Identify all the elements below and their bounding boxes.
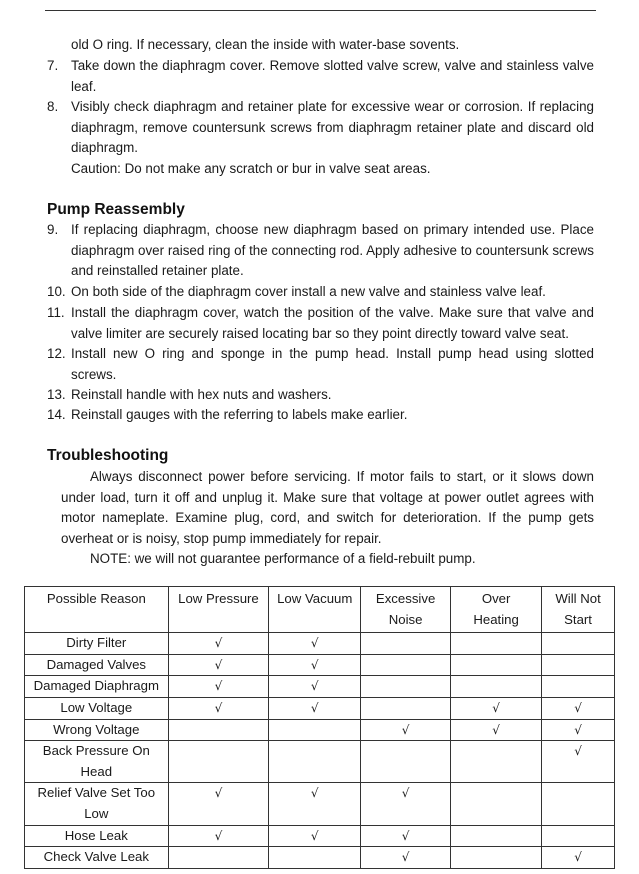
- continuation-text: old O ring. If necessary, clean the inside with water-base sovents.: [71, 37, 460, 52]
- check-mark-icon: √: [310, 657, 319, 672]
- check-cell: [361, 847, 451, 869]
- step-number: 12.: [47, 346, 66, 361]
- troubleshooting-paragraph: Always disconnect power before servicing. If motor fails to start, or it slows down under load, turn it off and unplug it. Make sure that voltage at power outlet agrees with motor nameplate. Examine plug, cord, and switch for deterioration. If the pump gets overheat or is noisy, stop pump immediately for repair.: [61, 469, 594, 546]
- step-number: 7.: [47, 58, 59, 73]
- step-text: Reinstall handle with hex nuts and washers.: [71, 387, 332, 402]
- reason-cell: Wrong Voltage: [25, 719, 169, 741]
- table-row: [25, 676, 615, 698]
- check-cell: [168, 741, 269, 783]
- section-heading-reassembly: Pump Reassembly: [47, 201, 185, 218]
- check-mark-icon: √: [574, 722, 582, 737]
- table-row: [25, 719, 615, 741]
- check-cell: [542, 676, 615, 698]
- check-cell: [269, 697, 361, 719]
- check-mark-icon: √: [310, 786, 319, 801]
- column-header: Over Heating: [451, 587, 542, 633]
- reason-cell: Damaged Valves: [25, 654, 169, 676]
- table-row: [25, 654, 615, 676]
- reason-cell: Low Voltage: [25, 697, 169, 719]
- check-cell: [168, 676, 269, 698]
- check-cell: [168, 847, 269, 869]
- check-mark-icon: √: [310, 700, 319, 715]
- check-mark-icon: √: [310, 828, 319, 843]
- column-header: Will Not Start: [542, 587, 615, 633]
- table-row: [25, 825, 615, 847]
- step-number: 13.: [47, 387, 66, 402]
- troubleshooting-table: [24, 586, 615, 869]
- check-cell: [269, 719, 361, 741]
- check-mark-icon: √: [492, 722, 500, 737]
- check-cell: [451, 783, 542, 825]
- check-mark-icon: √: [310, 679, 319, 694]
- step-text: On both side of the diaphragm cover install a new valve and stainless valve leaf.: [71, 284, 546, 299]
- check-cell: [361, 719, 451, 741]
- check-cell: [361, 697, 451, 719]
- check-mark-icon: √: [401, 850, 410, 865]
- check-mark-icon: √: [214, 679, 223, 694]
- check-cell: [361, 741, 451, 783]
- table-row: [25, 783, 615, 825]
- check-cell: [361, 633, 451, 655]
- check-cell: [168, 783, 269, 825]
- step-text: Install the diaphragm cover, watch the position of the valve. Make sure that valve and valve limiter are securely raised locating bar so they point directly toward valve seat.: [71, 305, 594, 341]
- check-cell: [269, 825, 361, 847]
- step-number: 9.: [47, 222, 59, 237]
- check-mark-icon: √: [574, 700, 582, 715]
- check-cell: [168, 825, 269, 847]
- step-text: If replacing diaphragm, choose new diaphragm based on primary intended use. Place diaphragm over raised ring of the connecting rod. Apply adhesive to countersunk screws and reinstalled retainer plate.: [71, 222, 594, 279]
- caution-text: Caution: Do not make any scratch or bur in valve seat areas.: [71, 161, 431, 176]
- check-cell: [269, 676, 361, 698]
- check-cell: [542, 654, 615, 676]
- check-mark-icon: √: [310, 636, 319, 651]
- reason-cell: Check Valve Leak: [25, 847, 169, 869]
- check-cell: [361, 676, 451, 698]
- check-cell: [451, 719, 542, 741]
- table-header-row: [25, 587, 615, 633]
- check-cell: [542, 719, 615, 741]
- check-cell: [361, 654, 451, 676]
- check-cell: [542, 783, 615, 825]
- check-cell: [269, 654, 361, 676]
- check-mark-icon: √: [214, 828, 223, 843]
- check-cell: [451, 741, 542, 783]
- check-cell: [542, 741, 615, 783]
- check-cell: [168, 719, 269, 741]
- column-header: Low Pressure: [168, 587, 269, 633]
- step-text: Take down the diaphragm cover. Remove slotted valve screw, valve and stainless valve leaf.: [71, 58, 594, 94]
- check-mark-icon: √: [492, 700, 500, 715]
- check-mark-icon: √: [214, 700, 223, 715]
- check-cell: [269, 741, 361, 783]
- check-mark-icon: √: [214, 636, 223, 651]
- check-mark-icon: √: [214, 786, 223, 801]
- column-header: Low Vacuum: [269, 587, 361, 633]
- table-row: [25, 697, 615, 719]
- check-cell: [451, 697, 542, 719]
- check-cell: [451, 676, 542, 698]
- step-number: 10.: [47, 284, 66, 299]
- check-cell: [168, 654, 269, 676]
- table-row: [25, 633, 615, 655]
- check-cell: [542, 697, 615, 719]
- check-cell: [451, 825, 542, 847]
- check-cell: [269, 847, 361, 869]
- step-number: 14.: [47, 407, 66, 422]
- step-text: Visibly check diaphragm and retainer plate for excessive wear or corrosion. If replacing diaphragm, remove countersunk screws from diaphragm retainer plate and discard old diaphragm.: [71, 99, 594, 156]
- check-cell: [361, 783, 451, 825]
- note-text: NOTE: we will not guarantee performance of a field-rebuilt pump.: [90, 551, 476, 566]
- table-body: [25, 633, 615, 869]
- check-cell: [451, 847, 542, 869]
- section-heading-troubleshooting: Troubleshooting: [47, 447, 169, 464]
- reason-cell: Hose Leak: [25, 825, 169, 847]
- reason-cell: Dirty Filter: [25, 633, 169, 655]
- step-number: 11.: [47, 305, 65, 320]
- check-mark-icon: √: [401, 828, 410, 843]
- column-header: Excessive Noise: [361, 587, 451, 633]
- check-cell: [269, 633, 361, 655]
- check-mark-icon: √: [574, 850, 582, 865]
- check-cell: [542, 825, 615, 847]
- table-row: [25, 847, 615, 869]
- column-header: Possible Reason: [25, 587, 169, 633]
- reason-cell: Back Pressure On Head: [25, 741, 169, 783]
- check-cell: [168, 633, 269, 655]
- check-cell: [361, 825, 451, 847]
- check-mark-icon: √: [401, 722, 410, 737]
- header-rule: [45, 10, 596, 11]
- check-mark-icon: √: [401, 786, 410, 801]
- reason-cell: Relief Valve Set Too Low: [25, 783, 169, 825]
- table-row: [25, 741, 615, 783]
- step-text: Install new O ring and sponge in the pump head. Install pump head using slotted screws.: [71, 346, 594, 382]
- check-cell: [451, 654, 542, 676]
- check-mark-icon: √: [214, 657, 223, 672]
- check-cell: [542, 633, 615, 655]
- step-text: Reinstall gauges with the referring to labels make earlier.: [71, 407, 408, 422]
- step-number: 8.: [47, 99, 59, 114]
- reason-cell: Damaged Diaphragm: [25, 676, 169, 698]
- check-mark-icon: √: [574, 744, 582, 759]
- check-cell: [542, 847, 615, 869]
- check-cell: [168, 697, 269, 719]
- check-cell: [451, 633, 542, 655]
- check-cell: [269, 783, 361, 825]
